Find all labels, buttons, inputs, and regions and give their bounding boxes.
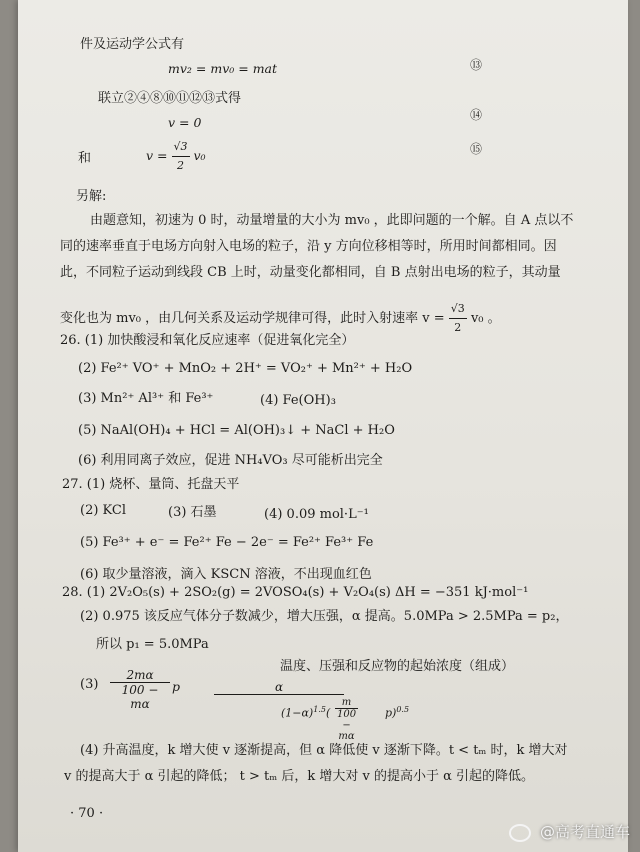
- answer-26-2: (2) Fe²⁺ VO⁺ + MnO₂ + 2H⁺ = VO₂⁺ + Mn²⁺ + H₂O: [78, 361, 413, 376]
- inner-fraction: [335, 697, 358, 742]
- answer-28-2c: 温度、压强和反应物的起始浓度（组成）: [280, 659, 515, 674]
- answer-27-6: (6) 取少量溶液，滴入 KSCN 溶液，不出现血红色: [80, 567, 372, 582]
- answer-28-3: (3): [80, 677, 99, 692]
- watermark-text: @高考直通车: [539, 823, 630, 841]
- answer-28-4b: v 的提高大于 α 引起的降低； t > tₘ 后，k 增大对 v 的提高小于 α 引起的降低。: [64, 769, 535, 784]
- answer-27-4: (4) 0.09 mol·L⁻¹: [264, 507, 369, 522]
- fraction-denominator: 100 − mα: [121, 683, 159, 711]
- weibo-icon: [509, 824, 531, 842]
- fraction-numerator: α: [214, 680, 344, 695]
- answer-page: [18, 0, 628, 852]
- fraction: [172, 138, 190, 175]
- equation-13: mv₂ = mv₀ = mat: [168, 61, 278, 76]
- fraction-numerator: √3: [172, 138, 190, 157]
- answer-28-2b: 所以 p₁ = 5.0MPa: [96, 637, 209, 652]
- fraction-denominator: 2: [177, 159, 184, 172]
- text-line: 此，不同粒子运动到线段 CB 上时，动量变化都相同，自 B 点射出电场的粒子，其动量: [60, 265, 561, 280]
- fraction-1: [110, 668, 170, 711]
- equation-rhs: v₀: [193, 148, 206, 163]
- denominator-lead: $(1-\alpha)^{1.5}$(: [281, 705, 331, 720]
- text-line: 和: [78, 151, 92, 166]
- equation-number: ⑮: [470, 142, 483, 156]
- equation-lhs: v =: [146, 148, 168, 163]
- text-span: v₀ 。: [470, 311, 501, 326]
- fraction-numerator: √3: [449, 300, 467, 319]
- answer-26-5: (5) NaAl(OH)₄ + HCl = Al(OH)₃↓ + NaCl + H₂O: [78, 423, 395, 438]
- text-line: 同的速率垂直于电场方向射入电场的粒子，沿 y 方向位移相等时，所用时间都相同。因: [60, 239, 557, 254]
- text-span: 变化也为 mv₀ ，由几何关系及运动学规律可得，此时入射速率 v =: [60, 311, 445, 326]
- answer-27-3: (3) 石墨: [168, 505, 217, 520]
- equation-14: v = 0: [168, 115, 202, 130]
- text-line: 联立②④⑧⑩⑪⑫⑬式得: [98, 91, 242, 106]
- watermark: [509, 821, 630, 842]
- denominator-tail: p)$^{0.5}$: [385, 705, 410, 720]
- answer-28-2: (2) 0.975 该反应气体分子数减少，增大压强，α 提高。5.0MPa > 2.5MPa = p₂，: [80, 609, 569, 624]
- fraction-denominator: 2: [454, 321, 462, 334]
- answer-26-4: (4) Fe(OH)₃: [260, 393, 336, 408]
- inner-numerator: m: [335, 697, 358, 709]
- answer-26-3: (3) Mn²⁺ Al³⁺ 和 Fe³⁺: [78, 391, 214, 406]
- answer-26-1: 26. (1) 加快酸浸和氧化反应速率（促进氧化完全）: [60, 333, 355, 348]
- answer-27-1: 27. (1) 烧杯、量筒、托盘天平: [62, 477, 240, 492]
- answer-28-1: 28. (1) 2V₂O₅(s) + 2SO₂(g) = 2VOSO₄(s) + V₂O₄(s) ΔH = −351 kJ·mol⁻¹: [62, 585, 529, 600]
- pressure-symbol: p: [172, 679, 181, 694]
- equation-15: [146, 138, 206, 175]
- fraction: [449, 300, 467, 337]
- text-line: 由题意知，初速为 0 时，动量增量的大小为 mv₀ ，此即问题的一个解。自 A 点以不: [90, 213, 574, 228]
- equation-number: ⑭: [470, 108, 483, 122]
- fraction-numerator: 2mα: [110, 668, 170, 683]
- page-number: · 70 ·: [70, 806, 104, 821]
- answer-27-5: (5) Fe³⁺ + e⁻ = Fe²⁺ Fe − 2e⁻ = Fe²⁺ Fe³⁺ Fe: [80, 535, 374, 550]
- answer-27-2: (2) KCl: [80, 503, 127, 518]
- equation-number: ⑬: [470, 58, 483, 72]
- inner-denominator: 100 − mα: [337, 709, 357, 742]
- answer-28-4: (4) 升高温度，k 增大使 v 逐渐提高，但 α 降低使 v 逐渐下降。t < tₘ 时，k 增大对: [80, 743, 568, 758]
- section-heading: 另解:: [76, 189, 107, 204]
- answer-26-6: (6) 利用同离子效应，促进 NH₄VO₃ 尽可能析出完全: [78, 453, 383, 468]
- text-line: 件及运动学公式有: [80, 37, 185, 52]
